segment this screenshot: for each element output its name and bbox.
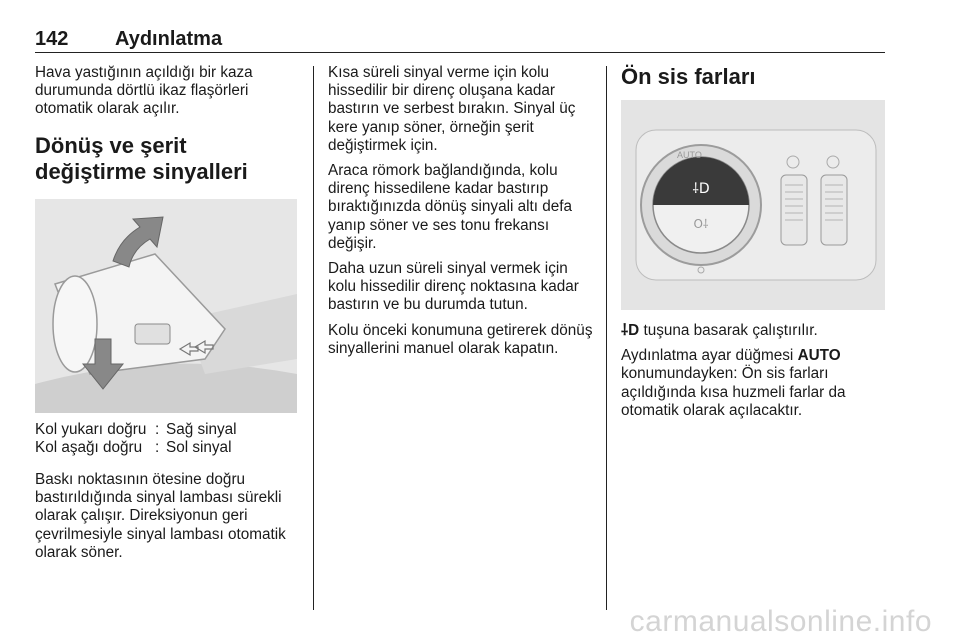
auto-keyword: AUTO xyxy=(797,347,841,365)
column-left xyxy=(35,64,300,569)
auto-label: AUTO xyxy=(677,150,702,160)
auto-mode-paragraph xyxy=(621,347,887,420)
short-signal-paragraph: Kısa süreli sinyal verme için kolu hissedilir bir direnç oluşana kadar bastırın ve serbest bırakın. Sinyal üç kere yanıp söner, örneğin şerit değiştirmek için. xyxy=(328,64,576,154)
column-divider-1 xyxy=(313,66,314,610)
table-value: Sağ sinyal xyxy=(166,420,237,438)
header-rule xyxy=(35,52,885,53)
intro-paragraph: Hava yastığının açıldığı bir kaza durumunda dörtlü ikaz flaşörleri otomatik olarak açılır. xyxy=(35,64,253,118)
fog-activation-paragraph xyxy=(621,322,887,340)
auto-mode-text-post: konumundayken: Ön sis farları açıldığında kısa huzmeli farlar da otomatik olarak açılacaktır. xyxy=(621,365,846,419)
column-right xyxy=(621,64,887,427)
light-switch-illustration xyxy=(621,100,885,310)
auto-mode-text-pre: Aydınlatma ayar düğmesi xyxy=(621,347,798,365)
column-divider-2 xyxy=(606,66,607,610)
turn-signal-lever-figure xyxy=(35,199,297,413)
long-signal-paragraph: Daha uzun süreli sinyal vermek için kolu hissedilir direnç noktasına kadar bastırın ve bu durumda tutun. xyxy=(328,260,579,314)
trailer-paragraph: Araca römork bağlandığında, kolu direnç hissedilene kadar bastırıp bıraktığınızda dönüş sinyali altı defa yanıp söner ve ses tonu frekansı değişir. xyxy=(328,162,573,252)
fog-lights-heading: Ön sis farları xyxy=(621,64,756,89)
lever-illustration xyxy=(35,199,297,413)
fog-activation-text: tuşuna basarak çalıştırılır. xyxy=(639,322,818,339)
turn-signal-heading: Dönüş ve şerit değiştirme sinyalleri xyxy=(35,132,248,184)
pressure-point-paragraph: Baskı noktasının ötesine doğru bastırıldığında sinyal lambası sürekli olarak çalışır. Direksiyonun geri çevrilmesiyle sinyal lambası otomatik olarak söner. xyxy=(35,471,286,561)
table-separator: : xyxy=(155,438,160,456)
svg-text:O⸸: O⸸ xyxy=(693,217,709,231)
table-value: Sol sinyal xyxy=(166,438,232,456)
page-number: 142 xyxy=(35,28,69,50)
lever-direction-table xyxy=(35,421,300,457)
page-header xyxy=(35,28,885,52)
watermark: carmanualsonline.info xyxy=(629,605,932,638)
svg-text:⸸D: ⸸D xyxy=(692,181,710,197)
light-switch-figure xyxy=(621,100,885,310)
table-row xyxy=(35,421,300,439)
table-label: Kol aşağı doğru xyxy=(35,438,143,456)
column-middle xyxy=(328,64,596,365)
table-separator: : xyxy=(155,420,160,438)
table-label: Kol yukarı doğru xyxy=(35,420,147,438)
fog-light-icon: ⸸D xyxy=(621,322,640,339)
manual-off-paragraph: Kolu önceki konumuna getirerek dönüş sinyallerini manuel olarak kapatın. xyxy=(328,321,593,357)
section-title: Aydınlatma xyxy=(115,28,223,50)
table-row xyxy=(35,439,300,457)
